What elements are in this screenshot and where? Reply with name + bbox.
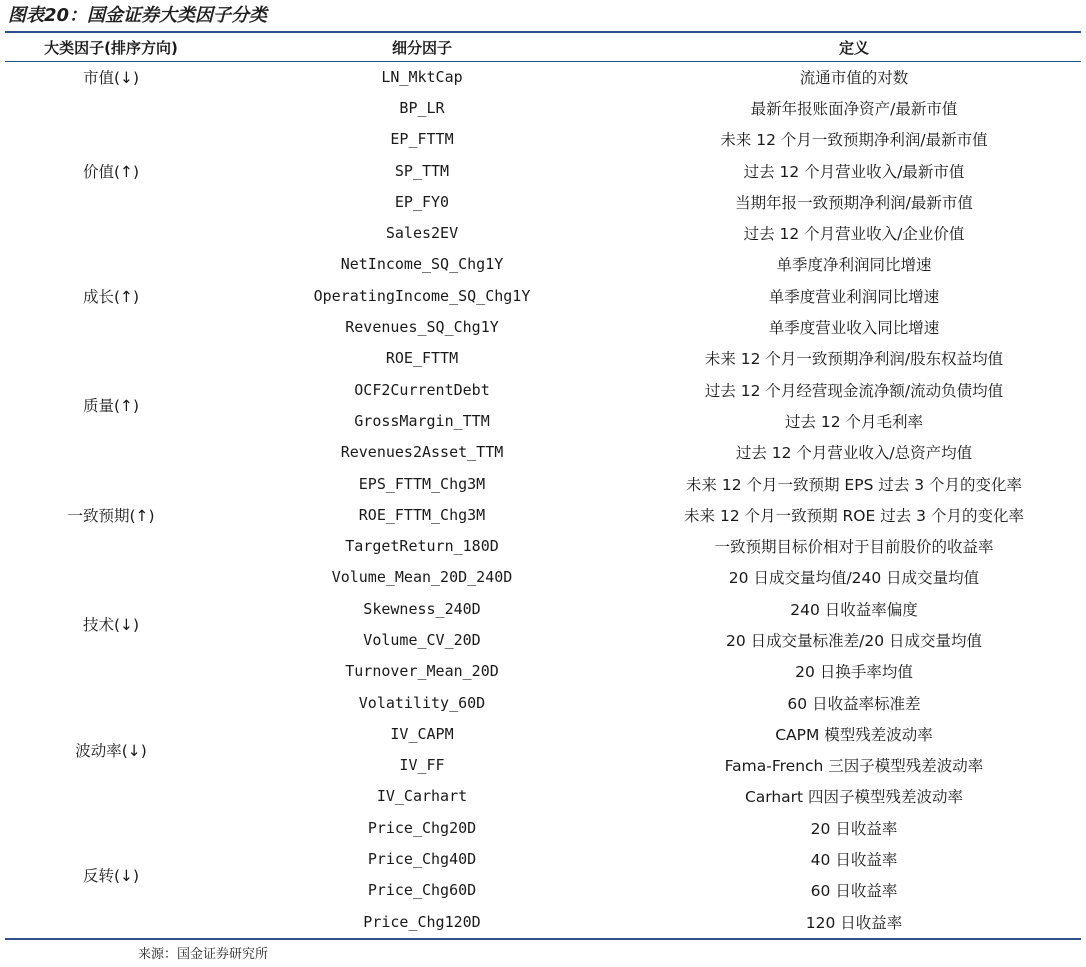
table-row	[5, 343, 1081, 374]
header-category: 大类因子(排序方向)	[44, 38, 178, 57]
table-row	[5, 92, 1081, 123]
factor-name-cell: Revenues_SQ_Chg1Y	[345, 318, 499, 337]
factor-definition-cell: 未来 12 个月一致预期净利润/最新市值	[720, 131, 988, 150]
category-cell: 市值(↓)	[82, 68, 140, 87]
factor-name-cell: EP_FTTM	[390, 130, 454, 149]
factor-definition-cell: 240 日收益率偏度	[790, 600, 918, 619]
factor-name-cell: Price_Chg40D	[367, 850, 477, 869]
factor-name-cell: SP_TTM	[394, 161, 450, 180]
factor-definition-cell: 40 日收益率	[810, 851, 898, 870]
factor-name-cell: Price_Chg120D	[363, 912, 481, 931]
factor-definition-cell: CAPM 模型残差波动率	[775, 725, 933, 744]
factor-definition-cell: 过去 12 个月营业收入/企业价值	[743, 225, 965, 244]
table-header-row	[5, 33, 1081, 61]
category-cell: 技术(↓)	[82, 616, 140, 635]
factor-definition-cell: Fama-French 三因子模型残差波动率	[724, 757, 984, 776]
factor-name-cell: Volume_CV_20D	[363, 630, 481, 649]
factor-name-cell: LN_MktCap	[381, 67, 463, 86]
table-row	[5, 61, 1081, 92]
table-row	[5, 812, 1081, 843]
factor-definition-cell: 流通市值的对数	[799, 68, 909, 87]
category-cell: 质量(↑)	[82, 397, 140, 416]
factor-definition-cell: 60 日收益率	[810, 882, 898, 901]
factor-name-cell: EPS_FTTM_Chg3M	[358, 474, 486, 493]
category-cell: 波动率(↓)	[75, 741, 147, 760]
factor-name-cell: IV_FF	[399, 756, 445, 775]
factor-name-cell: ROE_FTTM	[385, 349, 459, 368]
factor-definition-cell: 未来 12 个月一致预期 EPS 过去 3 个月的变化率	[685, 475, 1023, 494]
factor-definition-cell: 当期年报一致预期净利润/最新市值	[735, 193, 973, 212]
factor-name-cell: Price_Chg20D	[367, 818, 477, 837]
factor-name-cell: IV_CAPM	[390, 724, 454, 743]
header-factor: 细分因子	[391, 38, 452, 57]
factor-definition-cell: 60 日收益率标准差	[787, 694, 921, 713]
factor-name-cell: NetIncome_SQ_Chg1Y	[340, 255, 504, 274]
factor-definition-cell: 过去 12 个月营业收入/最新市值	[743, 162, 965, 181]
factor-definition-cell: 单季度营业利润同比增速	[768, 287, 940, 306]
factor-definition-cell: 最新年报账面净资产/最新市值	[750, 99, 958, 118]
category-cell: 一致预期(↑)	[67, 506, 155, 525]
factor-name-cell: Turnover_Mean_20D	[345, 662, 499, 681]
factor-name-cell: Sales2EV	[385, 224, 459, 243]
table-bottom-rule	[5, 938, 1081, 940]
factor-name-cell: Revenues2Asset_TTM	[340, 443, 504, 462]
factor-definition-cell: 单季度营业收入同比增速	[768, 319, 940, 338]
factor-name-cell: BP_LR	[399, 98, 445, 117]
factor-name-cell: Volume_Mean_20D_240D	[331, 568, 513, 587]
factor-definition-cell: 未来 12 个月一致预期 ROE 过去 3 个月的变化率	[684, 506, 1024, 525]
table-row	[5, 468, 1081, 499]
factor-definition-cell: 过去 12 个月经营现金流净额/流动负债均值	[704, 381, 1004, 400]
factor-name-cell: IV_Carhart	[376, 787, 468, 806]
factor-definition-cell: 未来 12 个月一致预期净利润/股东权益均值	[704, 350, 1004, 369]
table-row	[5, 687, 1081, 718]
factor-definition-cell: 20 日收益率	[810, 819, 898, 838]
factor-definition-cell: 20 日换手率均值	[795, 663, 913, 682]
category-cell: 成长(↑)	[82, 287, 140, 306]
header-definition: 定义	[838, 38, 869, 57]
factor-definition-cell: 一致预期目标价相对于目前股价的收益率	[714, 538, 994, 557]
factor-name-cell: GrossMargin_TTM	[354, 411, 490, 430]
category-cell: 价值(↑)	[82, 162, 140, 181]
factor-name-cell: ROE_FTTM_Chg3M	[358, 505, 486, 524]
source-note: 来源：国金证券研究所	[138, 947, 269, 962]
factor-definition-cell: 20 日成交量标准差/20 日成交量均值	[725, 631, 983, 650]
table-body	[5, 61, 1081, 937]
factor-name-cell: Price_Chg60D	[367, 881, 477, 900]
factor-definition-cell: 单季度净利润同比增速	[776, 256, 932, 275]
factor-name-cell: Volatility_60D	[358, 693, 486, 712]
factor-name-cell: Skewness_240D	[363, 599, 481, 618]
factor-name-cell: OperatingIncome_SQ_Chg1Y	[313, 286, 531, 305]
factor-name-cell: TargetReturn_180D	[345, 537, 499, 556]
factor-classification-table	[5, 33, 1081, 937]
table-row	[5, 249, 1081, 280]
factor-definition-cell: Carhart 四因子模型残差波动率	[744, 788, 964, 807]
table-row	[5, 562, 1081, 593]
factor-definition-cell: 过去 12 个月营业收入/总资产均值	[735, 444, 973, 463]
factor-name-cell: EP_FY0	[394, 192, 450, 211]
factor-name-cell: OCF2CurrentDebt	[354, 380, 490, 399]
factor-definition-cell: 120 日收益率	[805, 913, 903, 932]
factor-definition-cell: 过去 12 个月毛利率	[784, 412, 924, 431]
category-cell: 反转(↓)	[82, 866, 140, 885]
figure-title: 图表20：国金证券大类因子分类	[8, 5, 268, 26]
factor-definition-cell: 20 日成交量均值/240 日成交量均值	[728, 569, 980, 588]
